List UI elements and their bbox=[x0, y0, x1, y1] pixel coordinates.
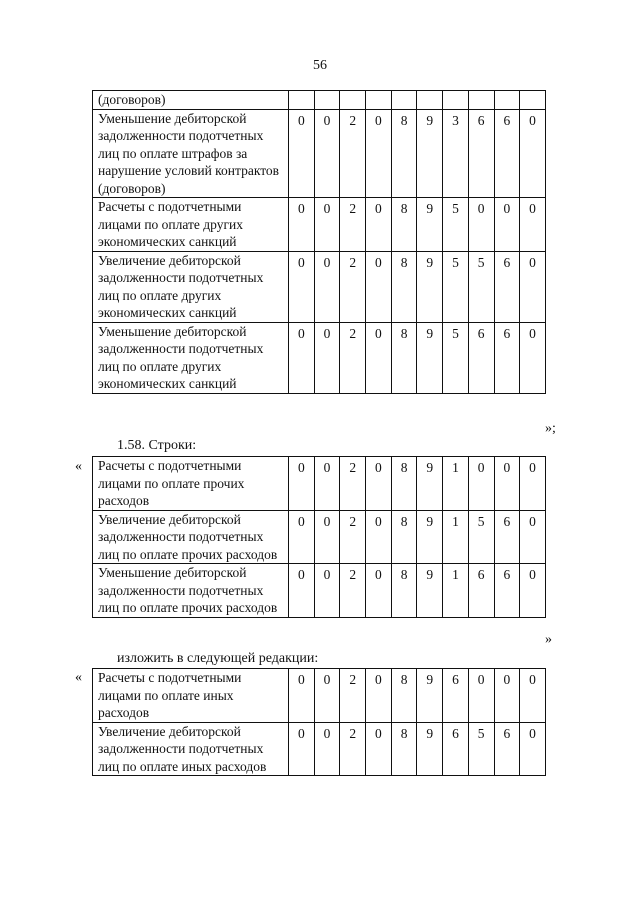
table-row bbox=[93, 91, 546, 110]
code-digit-cell: 2 bbox=[340, 564, 366, 618]
table-row bbox=[93, 669, 546, 723]
table-row bbox=[93, 109, 546, 198]
closing-quote-mark: » bbox=[545, 632, 552, 647]
code-digit-cell: 6 bbox=[468, 109, 494, 198]
code-digit-cell: 0 bbox=[520, 198, 546, 252]
code-digit-cell: 0 bbox=[366, 669, 392, 723]
code-digit-cell: 9 bbox=[417, 109, 443, 198]
code-digit-cell: 0 bbox=[314, 198, 340, 252]
code-digit-cell: 0 bbox=[520, 322, 546, 393]
code-digit-cell: 8 bbox=[391, 109, 417, 198]
code-digit-cell: 8 bbox=[391, 251, 417, 322]
code-digit-cell: 5 bbox=[468, 251, 494, 322]
code-digit-cell: 9 bbox=[417, 198, 443, 252]
code-digit-cell: 6 bbox=[494, 109, 520, 198]
table-row bbox=[93, 722, 546, 776]
table-row bbox=[93, 322, 546, 393]
row-name-cell: Увеличение дебиторской задолженности подотчетных лиц по оплате прочих расходов bbox=[93, 510, 289, 564]
code-digit-cell: 9 bbox=[417, 510, 443, 564]
code-digit-cell: 0 bbox=[289, 109, 315, 198]
code-digit-cell bbox=[443, 91, 469, 110]
row-name-cell: Расчеты с подотчетными лицами по оплате иных расходов bbox=[93, 669, 289, 723]
code-digit-cell: 6 bbox=[494, 251, 520, 322]
code-digit-cell: 6 bbox=[468, 322, 494, 393]
row-name-cell: Увеличение дебиторской задолженности подотчетных лиц по оплате иных расходов bbox=[93, 722, 289, 776]
code-digit-cell: 0 bbox=[314, 322, 340, 393]
code-digit-cell: 2 bbox=[340, 457, 366, 511]
code-digit-cell bbox=[417, 91, 443, 110]
code-digit-cell: 0 bbox=[520, 109, 546, 198]
code-digit-cell: 6 bbox=[468, 564, 494, 618]
code-digit-cell: 6 bbox=[494, 510, 520, 564]
code-digit-cell: 0 bbox=[314, 669, 340, 723]
opening-quote-mark: « bbox=[75, 459, 82, 474]
code-digit-cell: 8 bbox=[391, 669, 417, 723]
code-digit-cell: 0 bbox=[289, 198, 315, 252]
code-digit-cell: 5 bbox=[443, 198, 469, 252]
code-digit-cell: 0 bbox=[468, 669, 494, 723]
code-digit-cell: 0 bbox=[314, 109, 340, 198]
code-digit-cell: 2 bbox=[340, 322, 366, 393]
code-digit-cell: 6 bbox=[494, 722, 520, 776]
code-digit-cell: 0 bbox=[366, 322, 392, 393]
code-digit-cell: 9 bbox=[417, 251, 443, 322]
code-digit-cell: 0 bbox=[520, 251, 546, 322]
code-digit-cell: 0 bbox=[520, 457, 546, 511]
code-digit-cell: 0 bbox=[314, 564, 340, 618]
code-digit-cell bbox=[314, 91, 340, 110]
code-digit-cell: 0 bbox=[289, 669, 315, 723]
code-digit-cell: 9 bbox=[417, 669, 443, 723]
code-digit-cell: 0 bbox=[468, 198, 494, 252]
code-digit-cell: 9 bbox=[417, 322, 443, 393]
code-digit-cell: 5 bbox=[468, 722, 494, 776]
code-digit-cell: 8 bbox=[391, 198, 417, 252]
code-digit-cell: 9 bbox=[417, 722, 443, 776]
code-digit-cell: 0 bbox=[289, 510, 315, 564]
code-digit-cell: 5 bbox=[443, 251, 469, 322]
code-digit-cell: 0 bbox=[314, 722, 340, 776]
code-digit-cell: 0 bbox=[366, 564, 392, 618]
code-digit-cell: 8 bbox=[391, 564, 417, 618]
clause-heading: 1.58. Строки: bbox=[117, 438, 197, 453]
code-digit-cell: 0 bbox=[468, 457, 494, 511]
code-digit-cell: 2 bbox=[340, 722, 366, 776]
code-digit-cell: 0 bbox=[494, 198, 520, 252]
code-digit-cell bbox=[494, 91, 520, 110]
code-digit-cell: 2 bbox=[340, 251, 366, 322]
table-row bbox=[93, 198, 546, 252]
code-digit-cell bbox=[468, 91, 494, 110]
code-table-new bbox=[92, 668, 546, 776]
code-digit-cell: 0 bbox=[520, 564, 546, 618]
code-digit-cell: 8 bbox=[391, 722, 417, 776]
code-digit-cell: 1 bbox=[443, 457, 469, 511]
code-table-continuation bbox=[92, 90, 546, 394]
code-digit-cell: 0 bbox=[289, 251, 315, 322]
code-digit-cell: 0 bbox=[289, 457, 315, 511]
code-digit-cell: 9 bbox=[417, 457, 443, 511]
code-digit-cell: 0 bbox=[289, 722, 315, 776]
code-digit-cell: 8 bbox=[391, 510, 417, 564]
row-name-cell: Расчеты с подотчетными лицами по оплате прочих расходов bbox=[93, 457, 289, 511]
code-digit-cell: 0 bbox=[494, 669, 520, 723]
code-digit-cell: 1 bbox=[443, 510, 469, 564]
code-digit-cell: 2 bbox=[340, 669, 366, 723]
code-digit-cell: 0 bbox=[289, 322, 315, 393]
code-digit-cell: 2 bbox=[340, 198, 366, 252]
code-digit-cell: 0 bbox=[314, 510, 340, 564]
code-digit-cell: 0 bbox=[366, 109, 392, 198]
code-digit-cell bbox=[391, 91, 417, 110]
code-digit-cell: 3 bbox=[443, 109, 469, 198]
code-digit-cell: 9 bbox=[417, 564, 443, 618]
row-name-cell: Уменьшение дебиторской задолженности подотчетных лиц по оплате штрафов за нарушение условий контрактов (договоров) bbox=[93, 109, 289, 198]
code-digit-cell bbox=[289, 91, 315, 110]
code-digit-cell: 0 bbox=[366, 251, 392, 322]
row-name-cell: Увеличение дебиторской задолженности подотчетных лиц по оплате других экономических санкций bbox=[93, 251, 289, 322]
instruction-text: изложить в следующей редакции: bbox=[117, 651, 319, 666]
table-row bbox=[93, 510, 546, 564]
code-digit-cell: 0 bbox=[520, 669, 546, 723]
code-digit-cell: 6 bbox=[494, 322, 520, 393]
opening-quote-mark: « bbox=[75, 670, 82, 685]
code-digit-cell: 0 bbox=[366, 722, 392, 776]
code-digit-cell: 1 bbox=[443, 564, 469, 618]
row-name-cell: Уменьшение дебиторской задолженности подотчетных лиц по оплате других экономических санкций bbox=[93, 322, 289, 393]
code-digit-cell bbox=[520, 91, 546, 110]
code-table-old bbox=[92, 456, 546, 618]
code-digit-cell: 0 bbox=[494, 457, 520, 511]
code-digit-cell: 6 bbox=[443, 669, 469, 723]
code-digit-cell: 8 bbox=[391, 457, 417, 511]
row-name-cell: (договоров) bbox=[93, 91, 289, 110]
code-digit-cell: 0 bbox=[520, 722, 546, 776]
table-row bbox=[93, 564, 546, 618]
table-row bbox=[93, 251, 546, 322]
code-digit-cell: 8 bbox=[391, 322, 417, 393]
code-digit-cell bbox=[340, 91, 366, 110]
closing-quote-mark: »; bbox=[545, 421, 556, 436]
code-digit-cell: 0 bbox=[366, 198, 392, 252]
code-digit-cell: 2 bbox=[340, 109, 366, 198]
code-digit-cell: 5 bbox=[443, 322, 469, 393]
row-name-cell: Расчеты с подотчетными лицами по оплате других экономических санкций bbox=[93, 198, 289, 252]
code-digit-cell: 0 bbox=[289, 564, 315, 618]
code-digit-cell: 2 bbox=[340, 510, 366, 564]
code-digit-cell: 0 bbox=[314, 457, 340, 511]
code-digit-cell: 0 bbox=[366, 510, 392, 564]
page-number: 56 bbox=[313, 58, 327, 73]
code-digit-cell bbox=[366, 91, 392, 110]
code-digit-cell: 0 bbox=[520, 510, 546, 564]
row-name-cell: Уменьшение дебиторской задолженности подотчетных лиц по оплате прочих расходов bbox=[93, 564, 289, 618]
code-digit-cell: 0 bbox=[314, 251, 340, 322]
table-row bbox=[93, 457, 546, 511]
code-digit-cell: 6 bbox=[443, 722, 469, 776]
code-digit-cell: 5 bbox=[468, 510, 494, 564]
code-digit-cell: 6 bbox=[494, 564, 520, 618]
code-digit-cell: 0 bbox=[366, 457, 392, 511]
